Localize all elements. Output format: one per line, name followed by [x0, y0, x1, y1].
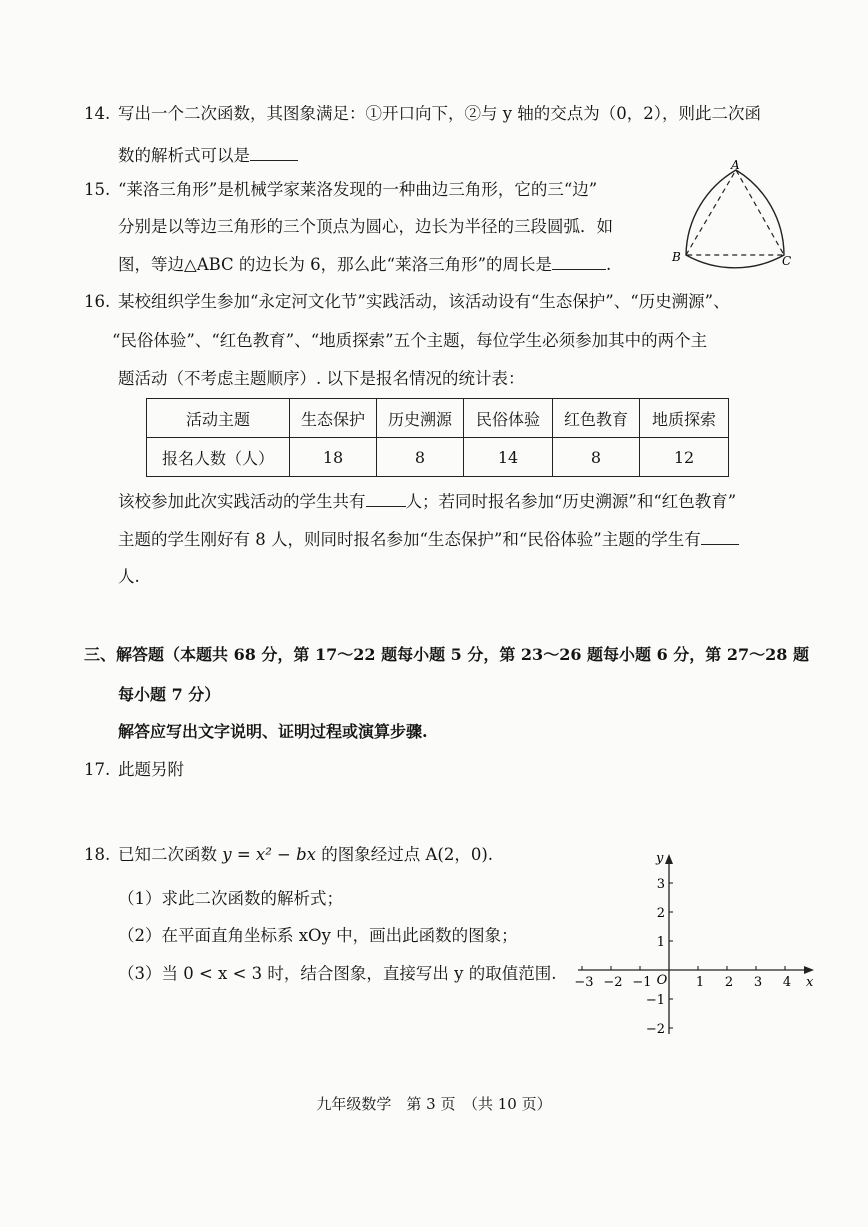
x-tick-label: 1	[695, 975, 705, 990]
coordinate-plane	[574, 846, 818, 1040]
question-15-number: 15.	[84, 180, 111, 199]
table-header-cell: 民俗体验	[464, 399, 553, 438]
reuleaux-triangle-figure	[668, 160, 798, 272]
table-data-row	[147, 438, 729, 477]
table-data-cell: 8	[553, 438, 640, 477]
question-15-line-3-text: 图，等边△ABC 的边长为 6，那么此“莱洛三角形”的周长是	[118, 255, 553, 274]
question-16-line-2: “民俗体验”、“红色教育”、“地质探索”五个主题，每位学生必须参加其中的两个主	[112, 331, 708, 350]
vertex-label-b: B	[672, 250, 681, 264]
question-15-line-3-end: .	[606, 255, 612, 274]
table-data-cell: 18	[290, 438, 377, 477]
table-header-cell: 生态保护	[290, 399, 377, 438]
answer-blank-14[interactable]	[250, 144, 298, 161]
answer-blank-16a[interactable]	[366, 490, 406, 507]
table-data-cell: 14	[464, 438, 553, 477]
question-18-stem	[118, 844, 493, 866]
question-16-line-1: 某校组织学生参加“永定河文化节”实践活动，该活动设有“生态保护”、“历史溯源”、	[118, 292, 730, 311]
answer-blank-16b[interactable]	[701, 528, 739, 545]
question-16-line-4	[118, 490, 736, 513]
x-tick-label: −3	[574, 975, 594, 990]
section-3-title-cont: 每小题 7 分）	[118, 685, 221, 704]
table-data-cell: 8	[377, 438, 464, 477]
answer-blank-15[interactable]	[552, 253, 606, 270]
question-14-line-2	[118, 144, 298, 167]
question-18-part-3: （3）当 0 < x < 3 时，结合图象，直接写出 y 的取值范围.	[118, 964, 557, 983]
y-tick-label: −2	[645, 1022, 665, 1037]
table-header-row	[147, 399, 729, 438]
question-16-line-5-text: 主题的学生刚好有 8 人，则同时报名参加“生态保护”和“民俗体验”主题的学生有	[118, 530, 701, 549]
x-tick-label: −2	[603, 975, 623, 990]
question-18-part-1: （1）求此二次函数的解析式；	[118, 889, 343, 908]
reuleaux-curve	[686, 170, 784, 268]
question-18-number: 18.	[84, 845, 111, 864]
x-tick-label: 4	[782, 975, 792, 990]
page-footer: 九年级数学 第 3 页 （共 10 页）	[316, 1095, 552, 1113]
question-16-line-4a: 该校参加此次实践活动的学生共有	[118, 492, 366, 511]
question-17-text: 此题另附	[118, 760, 184, 779]
question-14-line-1: 写出一个二次函数，其图象满足：①开口向下，②与 y 轴的交点为（0，2），则此二次函	[118, 104, 762, 123]
table-header-cell: 地质探索	[640, 399, 729, 438]
question-16-line-6: 人.	[118, 567, 140, 586]
equilateral-triangle-dashed	[686, 170, 784, 255]
question-18-formula: y = x² − bx	[222, 845, 316, 864]
table-header-cell: 活动主题	[147, 399, 290, 438]
section-3-instruction: 解答应写出文字说明、证明过程或演算步骤.	[118, 722, 428, 741]
table-data-cell: 12	[640, 438, 729, 477]
question-17-number: 17.	[84, 760, 111, 779]
question-16-line-3: 题活动（不考虑主题顺序）. 以下是报名情况的统计表：	[118, 369, 525, 388]
y-tick-label: 2	[656, 906, 665, 921]
section-3-title: 三、解答题（本题共 68 分，第 17～22 题每小题 5 分，第 23～26 题每小题 6 分，第 27～28 题	[84, 645, 809, 664]
question-15-line-2: 分别是以等边三角形的三个顶点为圆心，边长为半径的三段圆弧．如	[118, 217, 613, 236]
x-axis-arrow	[804, 966, 814, 974]
registration-stats-table	[146, 398, 729, 477]
y-axis-label: y	[656, 851, 664, 866]
question-18-stem-a: 已知二次函数	[118, 845, 223, 864]
x-tick-label: 2	[724, 975, 734, 990]
question-16-line-4b: 人；若同时报名参加“历史溯源”和“红色教育”	[405, 492, 737, 511]
table-header-cell: 红色教育	[553, 399, 640, 438]
table-header-cell: 历史溯源	[377, 399, 464, 438]
vertex-label-c: C	[782, 254, 792, 268]
vertex-label-a: A	[731, 160, 740, 172]
y-tick-label: 1	[656, 935, 665, 950]
table-data-cell: 报名人数（人）	[147, 438, 290, 477]
x-tick-label: −1	[632, 975, 652, 990]
question-18-part-2: （2）在平面直角坐标系 xOy 中，画出此函数的图象；	[118, 926, 518, 945]
x-tick-label: 3	[753, 975, 763, 990]
question-14-number: 14.	[84, 104, 111, 123]
question-15-line-3	[118, 253, 611, 276]
question-15-line-1: “莱洛三角形”是机械学家莱洛发现的一种曲边三角形，它的三“边”	[118, 180, 598, 199]
question-16-number: 16.	[84, 292, 111, 311]
y-tick-label: 3	[656, 877, 665, 892]
origin-label: O	[656, 973, 668, 988]
question-18-stem-b: 的图象经过点 A(2，0).	[316, 845, 494, 864]
question-16-line-5	[118, 528, 739, 551]
x-axis-label: x	[806, 975, 814, 990]
y-axis-arrow	[665, 854, 673, 864]
y-tick-label: −1	[645, 993, 665, 1008]
question-14-line-2-text: 数的解析式可以是	[118, 146, 250, 165]
